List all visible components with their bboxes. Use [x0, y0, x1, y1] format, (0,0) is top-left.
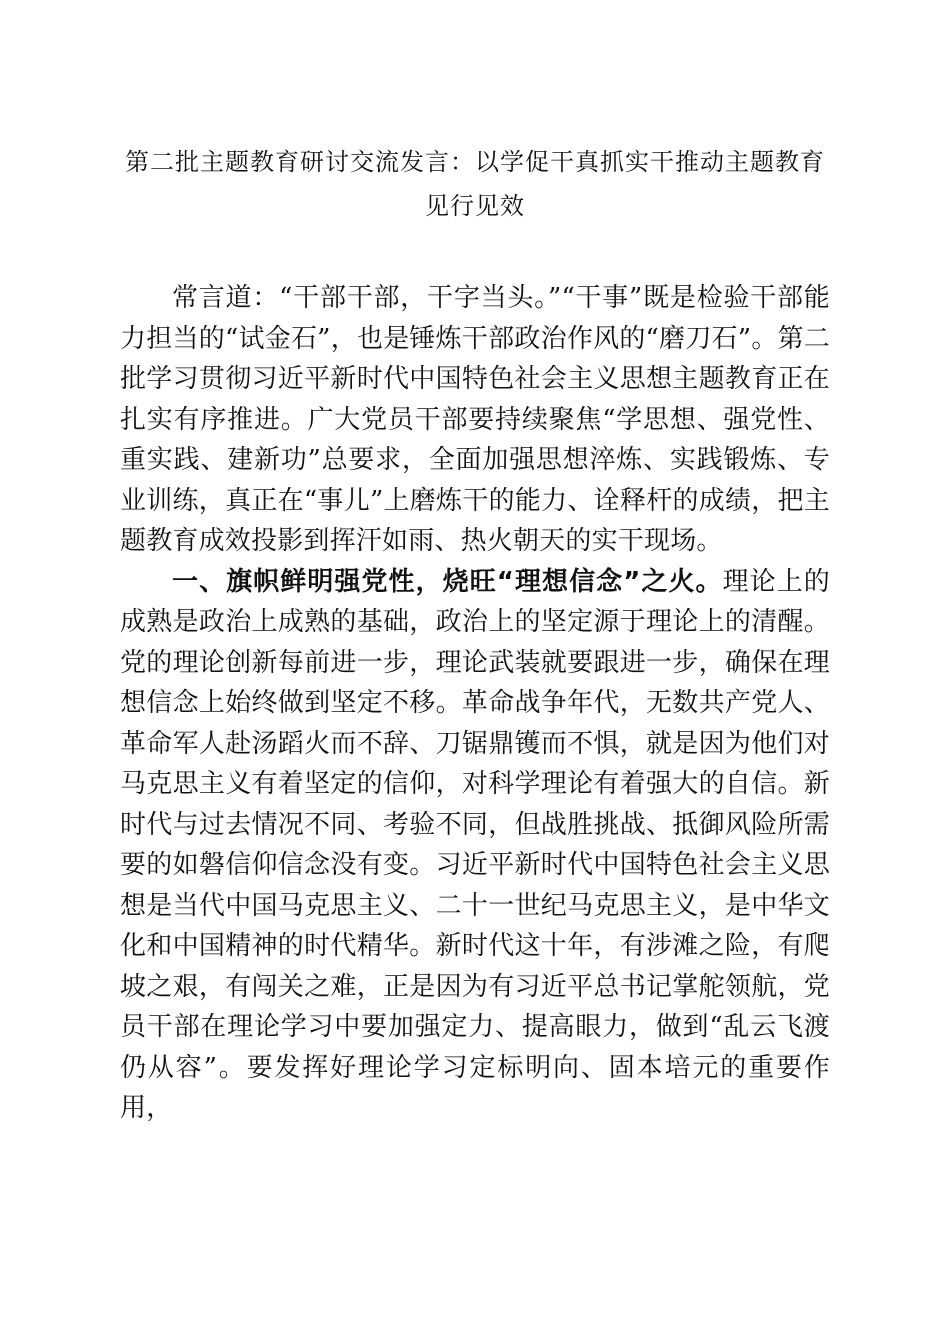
- intro-paragraph-text: 常言道：“干部干部，干字当头。”“干事”既是检验干部能力担当的“试金石”，也是锤炼干部政治作风的“磨刀石”。第二批学习贯彻习近平新时代中国特色社会主义思想主题教育正在扎实有序推进。广大党员干部要持续聚焦“学思想、强党性、重实践、建新功”总要求，全面加强思想淬炼、实践锻炼、专业训练，真正在“事儿”上磨炼干的能力、诠释杆的成绩，把主题教育成效投影到挥汗如雨、热火朝天的实干现场。: [120, 283, 830, 556]
- section-one-paragraph: [120, 562, 830, 1129]
- section-one-text: 理论上的成熟是政治上成熟的基础，政治上的坚定源于理论上的清醒。党的理论创新每前进一步，理论武装就要跟进一步，确保在理想信念上始终做到坚定不移。革命战争年代，无数共产党人、革命军人赴汤蹈火而不辞、刀锯鼎镬而不惧，就是因为他们对马克思主义有着坚定的信仰，对科学理论有着强大的自信。新时代与过去情况不同、考验不同，但战胜挑战、抵御风险所需要的如磐信仰信念没有变。习近平新时代中国特色社会主义思想是当代中国马克思主义、二十一世纪马克思主义，是中华文化和中国精神的时代精华。新时代这十年，有涉滩之险，有爬坡之艰，有闯关之难，正是因为有习近平总书记掌舵领航，党员干部在理论学习中要加强定力、提高眼力，做到“乱云飞渡仍从容”。要发挥好理论学习定标明向、固本培元的重要作用，: [120, 566, 830, 1123]
- document-body: [120, 278, 830, 1129]
- intro-paragraph: [120, 278, 830, 562]
- section-one-heading: 一、旗帜鲜明强党性，烧旺“理想信念”之火。: [172, 566, 723, 597]
- document-title: 第二批主题教育研讨交流发言：以学促干真抓实干推动主题教育见行见效: [125, 148, 825, 220]
